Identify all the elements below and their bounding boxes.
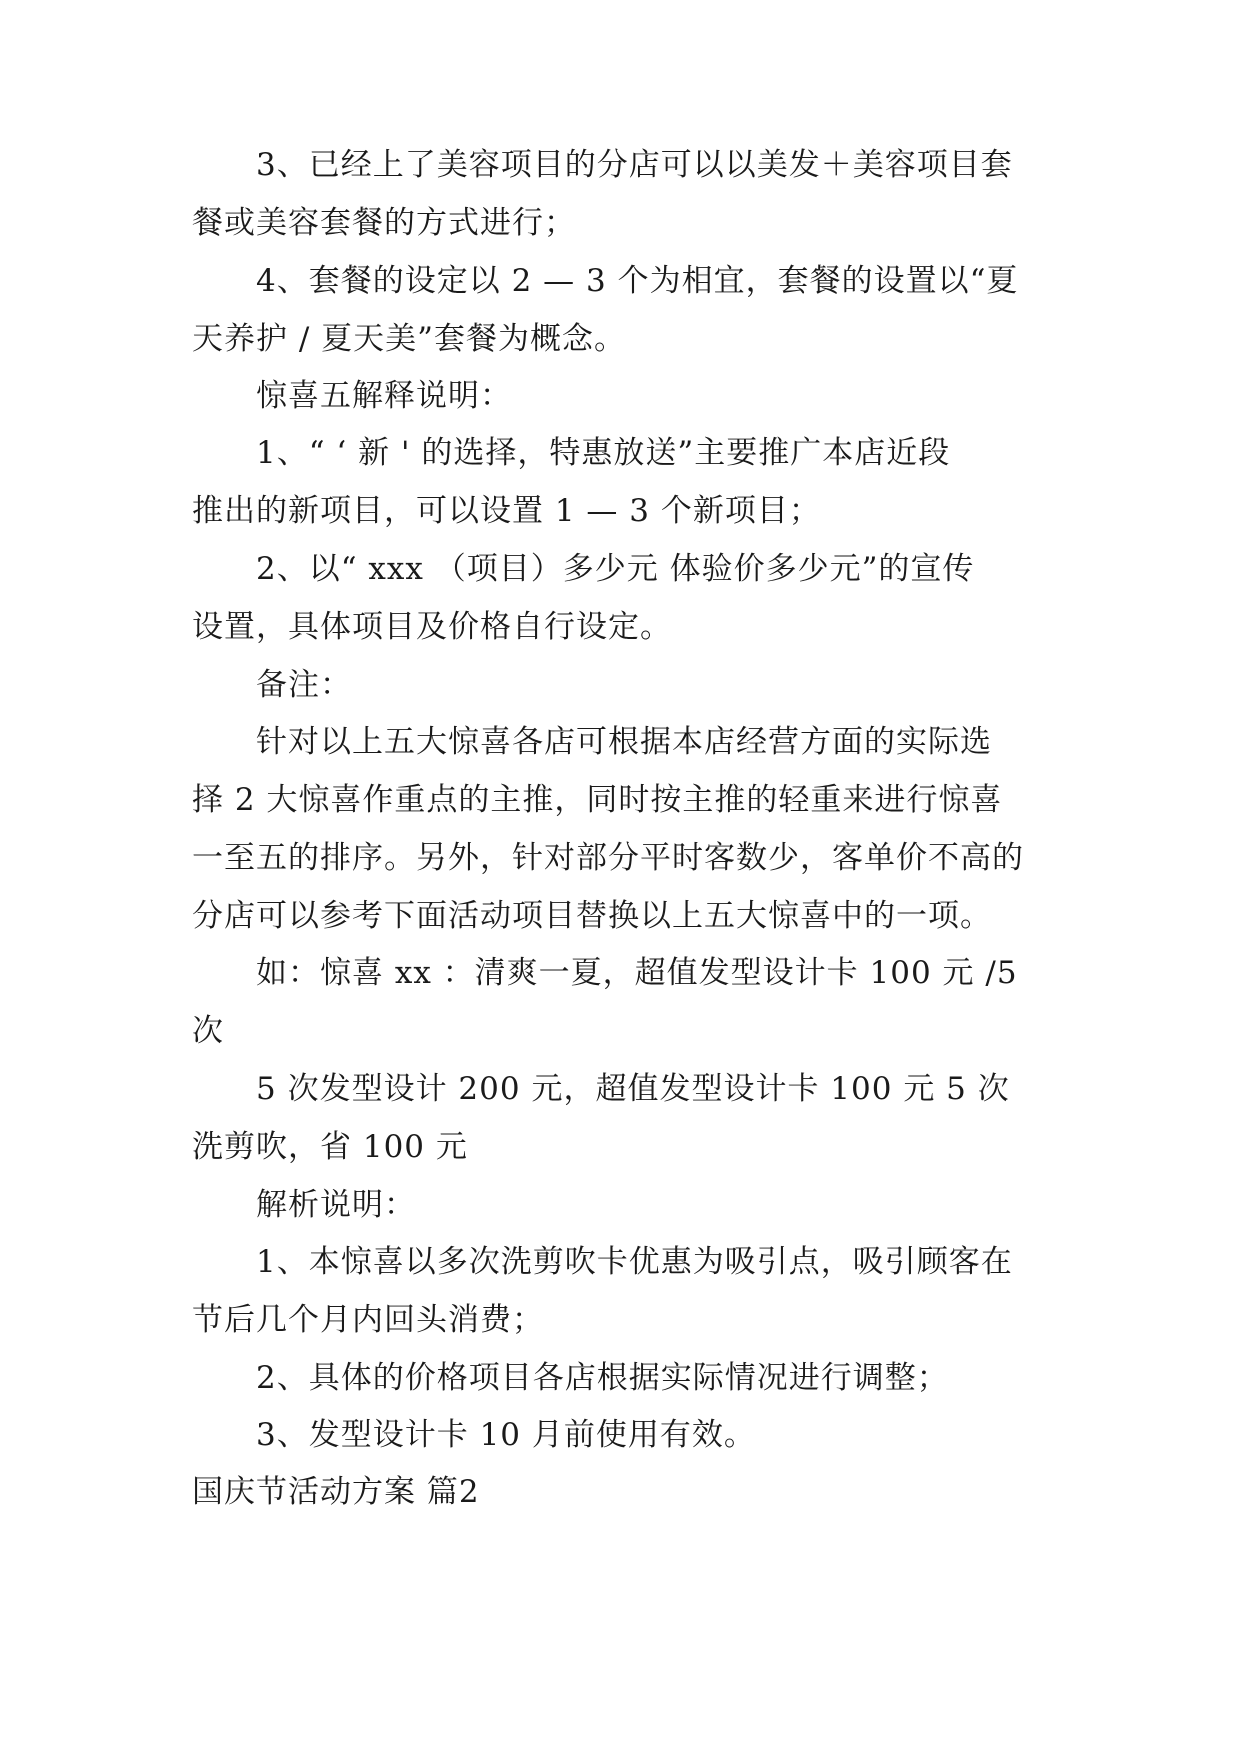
- paragraph-item-4-package: [192, 252, 1052, 368]
- text-line: 3、已经上了美容项目的分店可以以美发＋美容项目套: [256, 147, 1013, 183]
- text-line: 洗剪吹，省 100 元: [192, 1129, 468, 1165]
- text-line: 惊喜五解释说明：: [256, 378, 512, 414]
- paragraph-notes-body: [192, 713, 1052, 945]
- text-line: 备注：: [256, 667, 352, 703]
- subheading-notes: [192, 656, 1052, 714]
- paragraph-item-2-promo: [192, 540, 1052, 656]
- text-line: 次: [192, 1013, 224, 1049]
- text-line: 餐或美容套餐的方式进行；: [192, 205, 576, 241]
- paragraph-item-3-beauty: [192, 136, 1052, 252]
- text-line: 针对以上五大惊喜各店可根据本店经营方面的实际选: [256, 724, 992, 760]
- paragraph-analysis-3: [192, 1406, 1052, 1464]
- text-line: 4、套餐的设定以 2 — 3 个为相宜，套餐的设置以“夏: [256, 263, 1019, 299]
- paragraph-item-1-new: [192, 424, 1052, 540]
- text-line: 解析说明：: [256, 1187, 416, 1223]
- text-line: 天养护 / 夏天美”套餐为概念。: [192, 321, 626, 357]
- text-line: 择 2 大惊喜作重点的主推，同时按主推的轻重来进行惊喜: [192, 782, 1003, 818]
- text-line: 2、以“ xxx （项目）多少元 体验价多少元”的宣传: [256, 551, 975, 587]
- text-line: 节后几个月内回头消费；: [192, 1302, 544, 1338]
- text-line: 分店可以参考下面活动项目替换以上五大惊喜中的一项。: [192, 898, 992, 934]
- text-line: 5 次发型设计 200 元，超值发型设计卡 100 元 5 次: [256, 1071, 1010, 1107]
- text-line: 3、发型设计卡 10 月前使用有效。: [256, 1417, 756, 1453]
- text-line: 1、本惊喜以多次洗剪吹卡优惠为吸引点，吸引顾客在: [256, 1244, 1013, 1280]
- text-line: 一至五的排序。另外，针对部分平时客数少，客单价不高的: [192, 840, 1024, 876]
- paragraph-analysis-2: [192, 1349, 1052, 1407]
- paragraph-price-detail: [192, 1060, 1052, 1176]
- text-line: 设置，具体项目及价格自行设定。: [192, 609, 672, 645]
- text-line: 2、具体的价格项目各店根据实际情况进行调整；: [256, 1360, 949, 1396]
- paragraph-example: [192, 944, 1052, 1060]
- text-line: 如：惊喜 xx ：清爽一夏，超值发型设计卡 100 元 /5: [256, 955, 1018, 991]
- subheading-analysis: [192, 1176, 1052, 1234]
- section-heading: 国庆节活动方案 篇2: [192, 1474, 480, 1510]
- text-line: 1、“ ‘ 新 ' 的选择，特惠放送”主要推广本店近段: [256, 435, 951, 471]
- text-line: 推出的新项目，可以设置 1 — 3 个新项目；: [192, 493, 821, 529]
- paragraph-analysis-1: [192, 1233, 1052, 1349]
- subheading-surprise-five: [192, 367, 1052, 425]
